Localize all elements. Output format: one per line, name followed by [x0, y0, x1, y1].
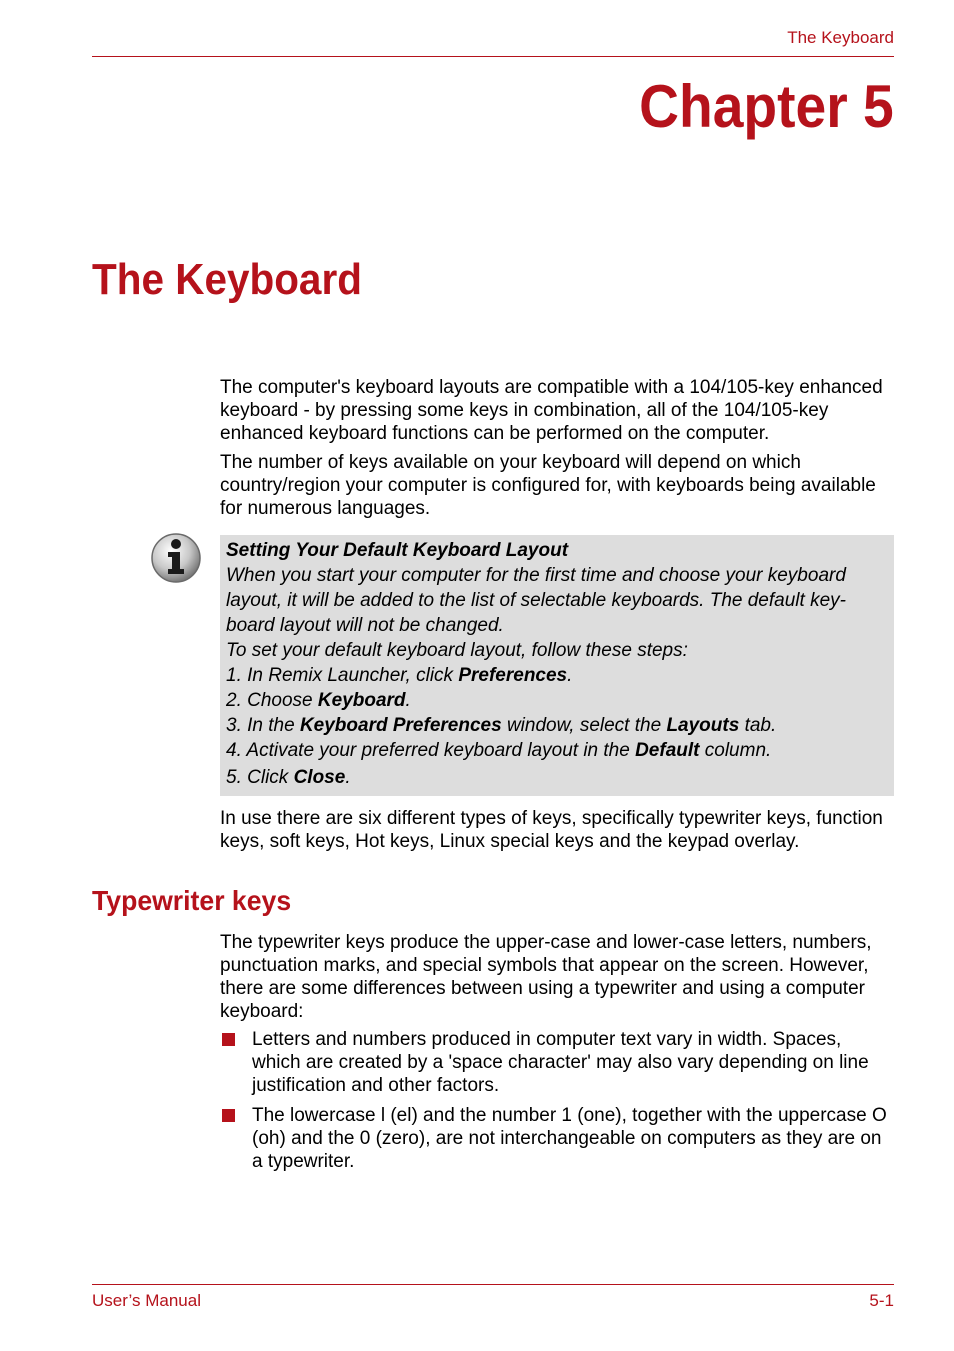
- list-item: Letters and numbers produced in computer text vary in width. Spaces, which are created by a 'space character' may also vary depending on line justification and other factors.: [220, 1028, 894, 1097]
- note-step-1: 1. In Remix Launcher, click Preferences.: [226, 665, 573, 686]
- header-rule: [92, 56, 894, 57]
- typewriter-paragraph: The typewriter keys produce the upper-case and lower-case letters, numbers, punctuation marks, and special symbols that appear on the screen. However, there are some differences between using a typewriter and using a computer keyboard:: [220, 932, 872, 1022]
- chapter-title: Chapter 5: [639, 73, 894, 140]
- bullet-square-icon: [222, 1033, 235, 1046]
- note-line: board layout will not be changed.: [226, 615, 504, 636]
- section-title: The Keyboard: [92, 255, 362, 304]
- typewriter-bullet-list: [220, 1028, 894, 1180]
- note-step-3: 3. In the Keyboard Preferences window, select the Layouts tab.: [226, 715, 777, 736]
- note-line: layout, it will be added to the list of selectable keyboards. The default key-: [226, 590, 846, 611]
- list-item: The lowercase l (el) and the number 1 (one), together with the uppercase O (oh) and the 0 (zero), are not interchangeable on computers as they are on a typewriter.: [220, 1104, 894, 1173]
- footer-rule: [92, 1284, 894, 1285]
- info-icon: [149, 531, 203, 585]
- note-line: To set your default keyboard layout, follow these steps:: [226, 640, 688, 661]
- note-title: Setting Your Default Keyboard Layout: [226, 540, 569, 561]
- intro-paragraph-2: The number of keys available on your keyboard will depend on which country/region your computer is configured for, with keyboards being available for numerous languages.: [220, 452, 876, 519]
- note-step-4: 4. Activate your preferred keyboard layout in the Default column.: [226, 740, 772, 761]
- key-types-paragraph: In use there are six different types of keys, specifically typewriter keys, function keys, soft keys, Hot keys, Linux special keys and the keypad overlay.: [220, 808, 883, 852]
- footer-manual-title: User’s Manual: [92, 1291, 201, 1310]
- note-step-5: 5. Click Close.: [226, 767, 351, 788]
- note-step-2: 2. Choose Keyboard.: [226, 690, 411, 711]
- page-number: 5-1: [869, 1291, 894, 1310]
- note-line: When you start your computer for the first time and choose your keyboard: [226, 565, 846, 586]
- subsection-title: Typewriter keys: [92, 885, 292, 916]
- bullet-square-icon: [222, 1109, 235, 1122]
- intro-paragraph-1: The computer's keyboard layouts are compatible with a 104/105-key enhanced keyboard - by pressing some keys in combination, all of the 104/105-key enhanced keyboard functions can be performed on the computer.: [220, 377, 883, 444]
- running-header: The Keyboard: [787, 28, 894, 47]
- note-box: [220, 535, 894, 796]
